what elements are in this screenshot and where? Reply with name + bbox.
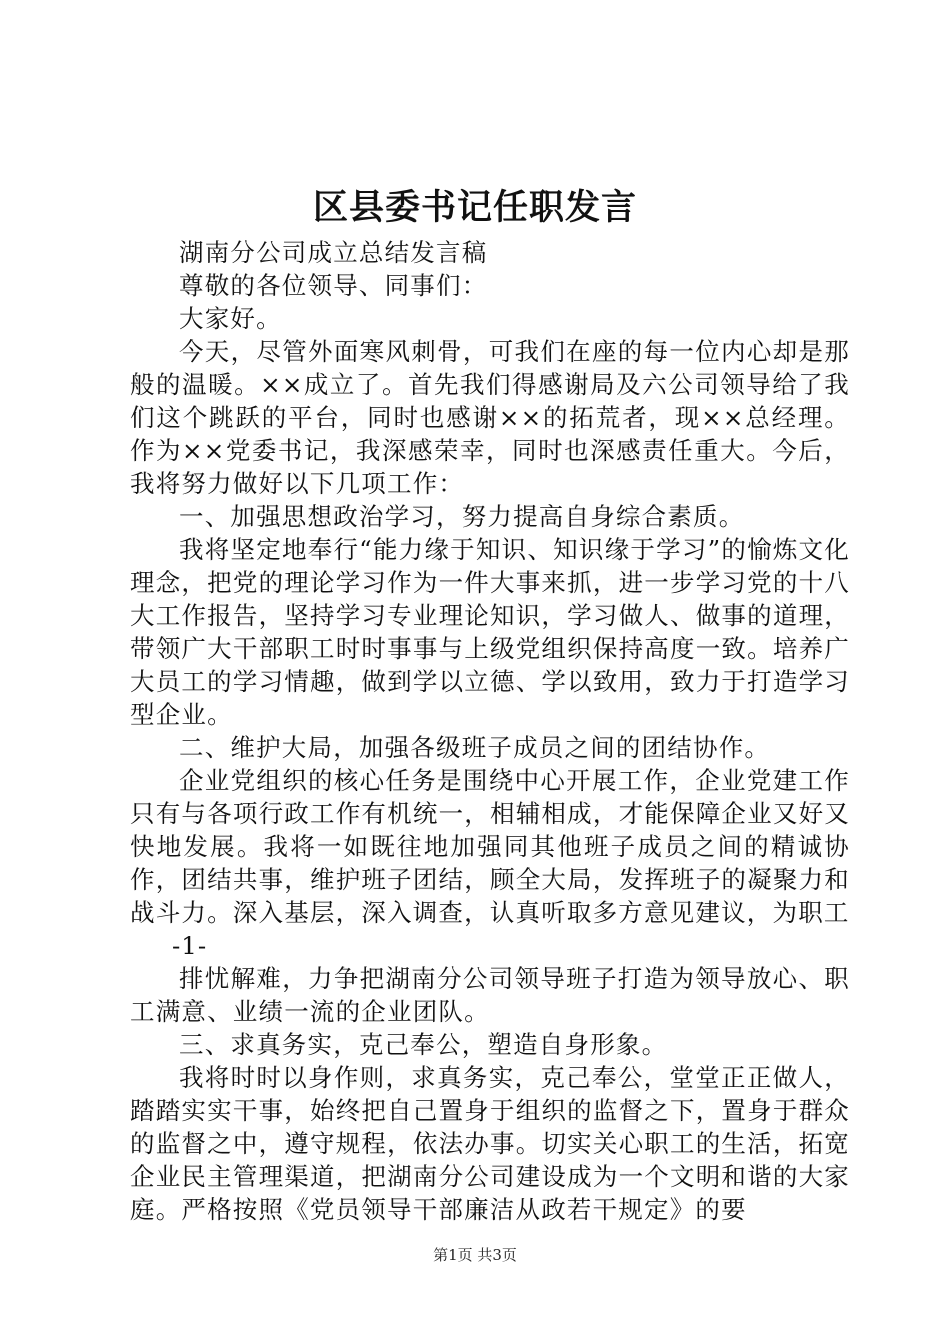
- heading-section-2: 二、维护大局，加强各级班子成员之间的团结协作。: [179, 733, 771, 762]
- paragraph-salutation: 尊敬的各位领导、同事们：: [179, 271, 488, 300]
- page-footer: 第1页 共3页: [433, 1246, 517, 1264]
- paragraph-subtitle: 湖南分公司成立总结发言稿: [179, 238, 488, 267]
- paragraph-intro: 今天，尽管外面寒风刺骨，可我们在座的每一位内心却是那般的温暖。××成立了。首先我们得感谢局及六公司领导给了我们这个跳跃的平台，同时也感谢××的拓荒者，现××总经理。作为××党委书记，我深感荣幸，同时也深感责任重大。今后，我将努力做好以下几项工作：: [130, 337, 850, 498]
- paragraph-section-2: 企业党组织的核心任务是围绕中心开展工作，企业党建工作只有与各项行政工作有机统一，相辅相成，才能保障企业又好又快地发展。我将一如既往地加强同其他班子成员之间的精诚协作，团结共事，维护班子团结，顾全大局，发挥班子的凝聚力和战斗力。深入基层，深入调查，认真听取多方意见建议，为职工: [130, 766, 850, 927]
- paragraph-section-1: 我将坚定地奉行“能力缘于知识、知识缘于学习”的愉炼文化理念，把党的理论学习作为一件大事来抓，进一步学习党的十八大工作报告，坚持学习专业理论知识，学习做人、做事的道理，带领广大干部职工时时事事与上级党组织保持高度一致。培养广大员工的学习情趣，做到学以立德、学以致用，致力于打造学习型企业。: [130, 535, 850, 729]
- inline-page-number: -1-: [172, 931, 208, 960]
- heading-section-3: 三、求真务实，克己奉公，塑造自身形象。: [179, 1030, 668, 1059]
- paragraph-section-3: 我将时时以身作则，求真务实，克己奉公，堂堂正正做人，踏踏实实干事，始终把自己置身于组织的监督之下，置身于群众的监督之中，遵守规程，依法办事。切实关心职工的生活，拓宽企业民主管理渠道，把湖南分公司建设成为一个文明和谐的大家庭。严格按照《党员领导干部廉洁从政若干规定》的要: [130, 1063, 850, 1224]
- document-title: 区县委书记任职发言: [312, 187, 637, 228]
- paragraph-section-2-cont: 排忧解难，力争把湖南分公司领导班子打造为领导放心、职工满意、业绩一流的企业团队。: [130, 964, 850, 1026]
- heading-section-1: 一、加强思想政治学习，努力提高自身综合素质。: [179, 502, 745, 531]
- paragraph-greeting: 大家好。: [179, 304, 282, 333]
- document-body: [130, 236, 850, 1226]
